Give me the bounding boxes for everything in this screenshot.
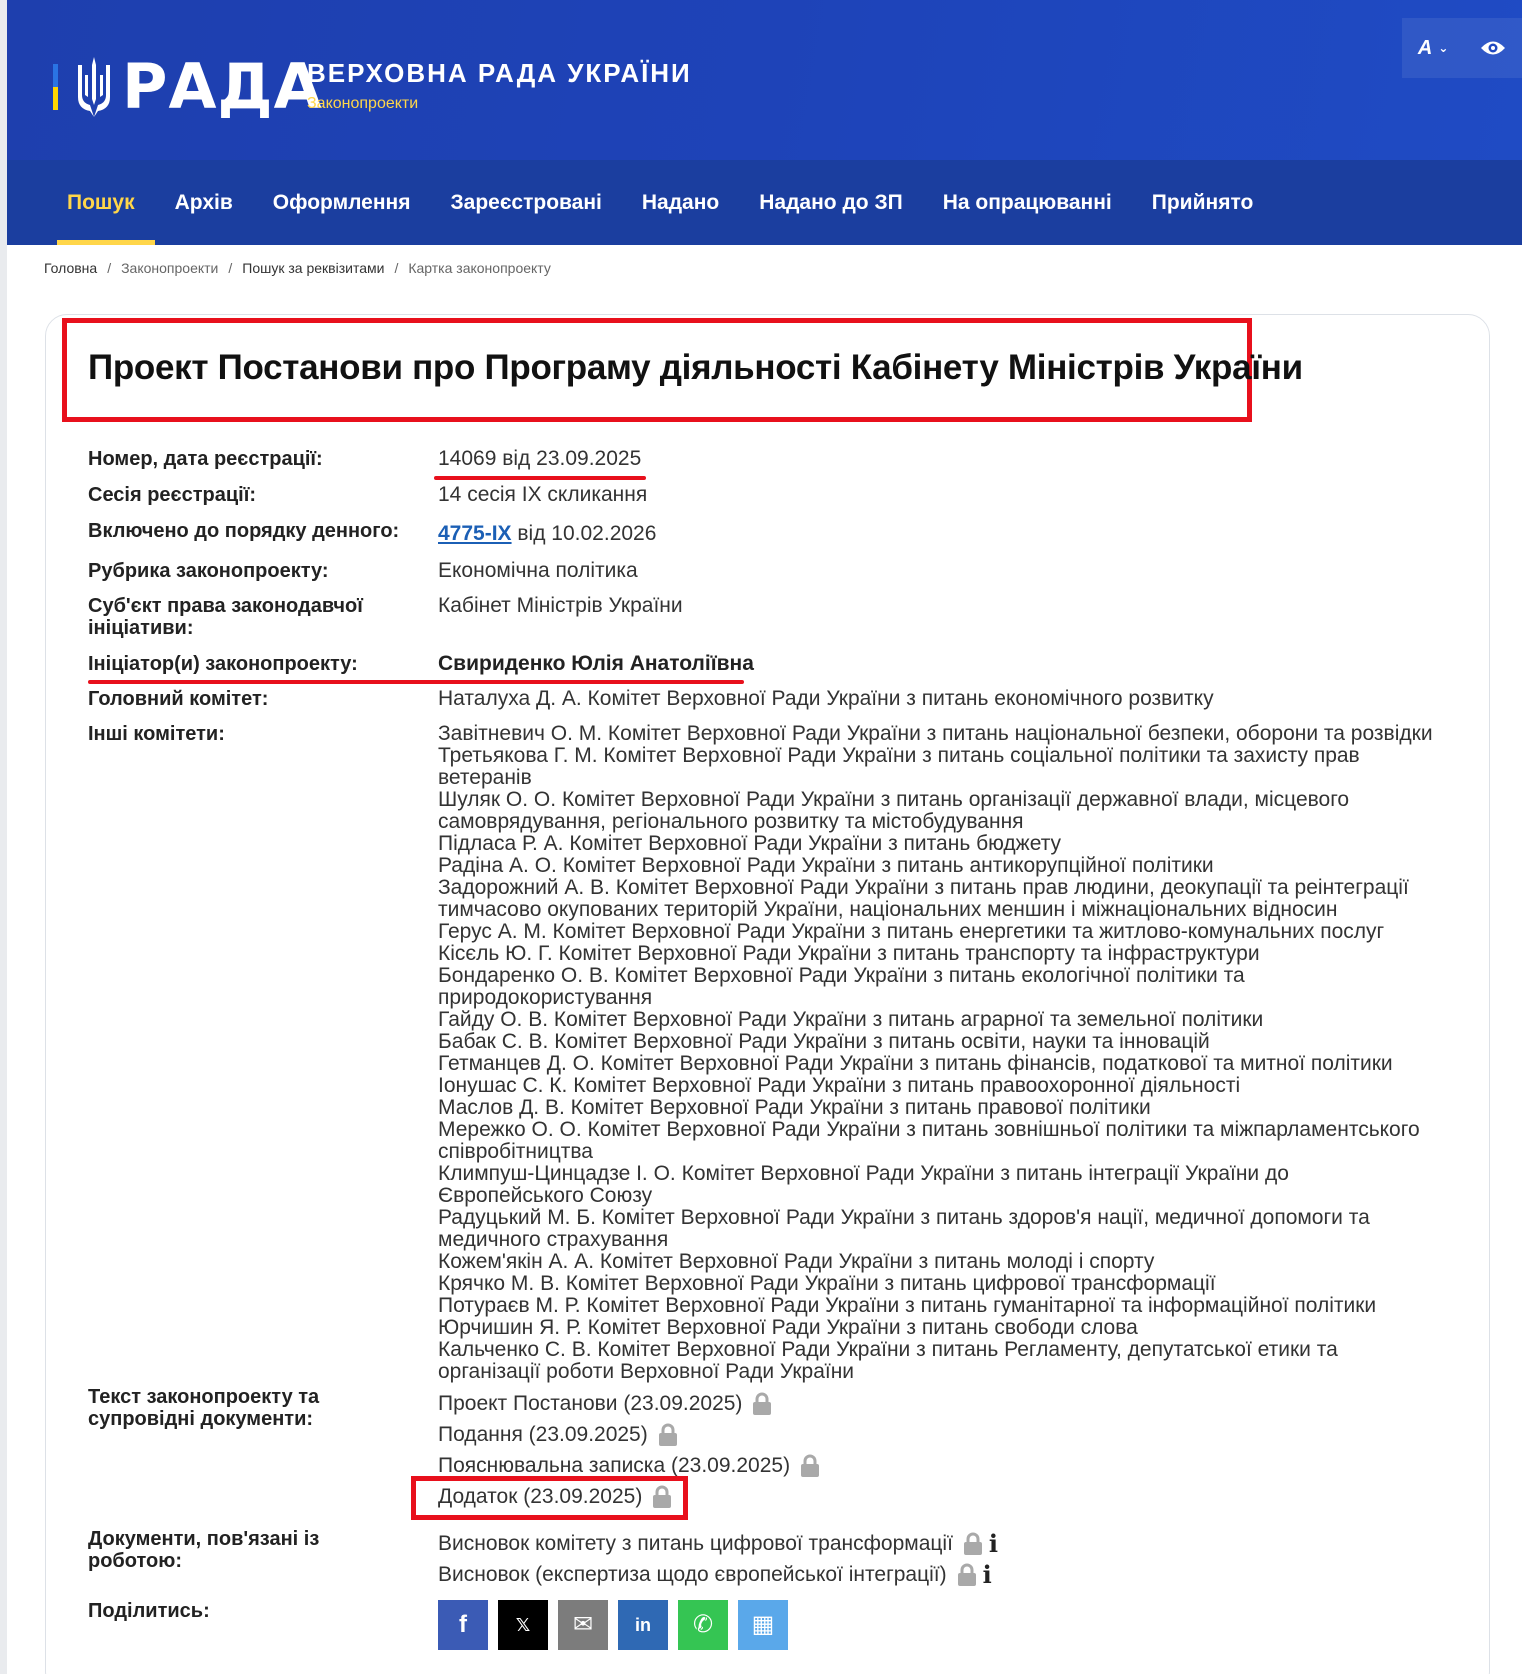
facebook-icon: f <box>459 1611 467 1638</box>
committee-item: Гайду О. В. Комітет Верховної Ради України з питань аграрної та земельної політики <box>438 1008 1264 1031</box>
document-title: Подання (23.09.2025) <box>438 1422 648 1446</box>
subject-label: Суб'єкт права законодавчої ініціативи: <box>88 595 363 639</box>
qr-code-icon: ▦ <box>751 1611 775 1638</box>
other-committees-label: Інші комітети: <box>88 723 225 745</box>
breadcrumb-separator: / <box>394 260 399 276</box>
nav-search[interactable]: Пошук <box>47 160 155 245</box>
document-item[interactable] <box>438 1388 1438 1419</box>
lock-icon <box>752 1392 772 1416</box>
row-main-committee <box>88 688 1438 710</box>
committee-item: Климпуш-Цинцадзе І. О. Комітет Верховної Ради України з питань інтеграції України до Європейського Союзу <box>438 1162 1289 1207</box>
committee-item: Мережко О. О. Комітет Верховної Ради України з питань зовнішньої політики та міжпарламентського співробітництва <box>438 1118 1420 1163</box>
breadcrumb-home[interactable]: Головна <box>44 260 98 276</box>
subject-value: Кабінет Міністрів України <box>438 594 683 617</box>
nav-in-processing[interactable]: На опрацюванні <box>942 190 1112 214</box>
breadcrumb-separator: / <box>107 260 112 276</box>
agenda-date: від 10.02.2026 <box>511 522 657 545</box>
row-share <box>88 1600 1438 1650</box>
nav-provided[interactable]: Надано <box>641 190 720 214</box>
related-document-item[interactable] <box>438 1528 1438 1559</box>
page-title: Проект Постанови про Програму діяльності Кабінету Міністрів України <box>88 348 1303 387</box>
committee-item: Юрчишин Я. Р. Комітет Верховної Ради України з питань свободи слова <box>438 1316 1138 1339</box>
agenda-label: Включено до порядку денного: <box>88 520 400 542</box>
row-initiator <box>88 653 1438 675</box>
row-number <box>88 448 1438 470</box>
org-name: ВЕРХОВНА РАДА УКРАЇНИ <box>307 58 692 88</box>
row-documents <box>88 1386 1438 1512</box>
x-share-button[interactable] <box>498 1600 548 1650</box>
main-committee-value: Наталуха Д. А. Комітет Верховної Ради України з питань економічного розвитку <box>438 687 1214 710</box>
related-label: Документи, пов'язані із роботою: <box>88 1528 320 1572</box>
font-size-label: A <box>1417 36 1433 59</box>
row-agenda <box>88 520 1438 545</box>
site-header <box>7 0 1522 160</box>
committee-item: Гетманцев Д. О. Комітет Верховної Ради України з питань фінансів, податкової та митної політики <box>438 1052 1393 1075</box>
committee-item: Маслов Д. В. Комітет Верховної Ради України з питань правової політики <box>438 1096 1151 1119</box>
committee-item: Іонушас С. К. Комітет Верховної Ради України з питань правоохоронної діяльності <box>438 1074 1241 1097</box>
lock-icon <box>800 1454 820 1478</box>
info-icon[interactable]: i <box>988 1528 999 1558</box>
accessibility-tools <box>1402 18 1522 78</box>
row-subject <box>88 595 1438 639</box>
committee-item: Кожем'якін А. А. Комітет Верховної Ради України з питань молоді і спорту <box>438 1250 1155 1273</box>
nav-registered[interactable]: Зареєстровані <box>450 190 602 214</box>
row-other-committees <box>88 723 1438 1383</box>
chevron-down-icon: ⌄ <box>1438 41 1449 55</box>
info-icon[interactable]: i <box>982 1559 992 1589</box>
main-committee-label: Головний комітет: <box>88 688 269 710</box>
nav-formatting[interactable]: Оформлення <box>272 190 411 214</box>
row-rubric <box>88 560 1438 582</box>
brand-text: РАДА <box>122 50 323 123</box>
share-buttons <box>438 1600 1438 1650</box>
session-label: Сесія реєстрації: <box>88 484 256 506</box>
committee-item: Радіна А. О. Комітет Верховної Ради України з питань антикорупційної політики <box>438 854 1214 877</box>
rubric-value: Економічна політика <box>438 559 638 582</box>
flag-icon <box>53 64 58 110</box>
whatsapp-icon: ✆ <box>692 1611 714 1638</box>
agenda-link[interactable]: 4775-IX <box>438 522 512 545</box>
window-edge <box>0 0 7 1674</box>
x-icon: 𝕏 <box>515 1615 531 1635</box>
breadcrumb-search[interactable]: Пошук за реквізитами <box>242 260 385 276</box>
nav-archive[interactable]: Архів <box>174 190 233 214</box>
committee-item: Третьякова Г. М. Комітет Верховної Ради України з питань соціальної політики та захисту прав ветеранів <box>438 744 1360 789</box>
committee-item: Герус А. М. Комітет Верховної Ради України з питань енергетики та житлово-комунальних послуг <box>438 920 1385 943</box>
breadcrumb-bills[interactable]: Законопроекти <box>121 260 219 276</box>
row-related-documents <box>88 1528 1438 1590</box>
committee-item: Крячко М. В. Комітет Верховної Ради України з питань цифрової трансформації <box>438 1272 1216 1295</box>
number-value: 14069 від 23.09.2025 <box>438 447 642 470</box>
number-label: Номер, дата реєстрації: <box>88 448 323 470</box>
committee-item: Підласа Р. А. Комітет Верховної Ради України з питань бюджету <box>438 832 1062 855</box>
site-logo[interactable] <box>53 50 323 123</box>
lock-icon <box>963 1532 983 1556</box>
committee-item: Кісєль Ю. Г. Комітет Верховної Ради України з питань транспорту та інфраструктури <box>438 942 1260 965</box>
committee-item: Радуцький М. Б. Комітет Верховної Ради України з питань здоров'я нації, медичної допомоги та медичного страхування <box>438 1206 1370 1251</box>
email-share-button[interactable] <box>558 1600 608 1650</box>
initiator-value: Свириденко Юлія Анатоліївна <box>438 652 754 675</box>
document-title: Пояснювальна записка (23.09.2025) <box>438 1453 791 1477</box>
other-committees-list <box>438 723 1438 1383</box>
related-document-item[interactable] <box>438 1559 1438 1590</box>
qr-code-share-button[interactable] <box>738 1600 788 1650</box>
documents-label: Текст законопроекту та супровідні документи: <box>88 1386 320 1430</box>
breadcrumb <box>44 260 551 276</box>
related-document-title: Висновок (експертиза щодо європейської інтеграції) <box>438 1562 947 1586</box>
rubric-label: Рубрика законопроекту: <box>88 560 329 582</box>
section-name: Законопроекти <box>307 95 419 112</box>
whatsapp-share-button[interactable] <box>678 1600 728 1650</box>
document-item[interactable] <box>438 1419 1438 1450</box>
annotation-box-appendix <box>411 1476 688 1520</box>
committee-item: Кальченко С. В. Комітет Верховної Ради України з питань Регламенту, депутатської етики та організації роботи Верховної Ради України <box>438 1338 1338 1383</box>
lock-icon <box>957 1563 977 1587</box>
lock-icon <box>658 1423 678 1447</box>
committee-item: Бабак С. В. Комітет Верховної Ради України з питань освіти, науки та інновацій <box>438 1030 1210 1053</box>
committee-item: Шуляк О. О. Комітет Верховної Ради України з питань організації державної влади, місцевого самоврядування, регіонального розвитку та містобудування <box>438 788 1350 833</box>
breadcrumb-current: Картка законопроекту <box>408 260 551 276</box>
committee-item: Завітневич О. М. Комітет Верховної Ради України з питань національної безпеки, оборони та розвідки <box>438 722 1433 745</box>
nav-adopted[interactable]: Прийнято <box>1151 190 1254 214</box>
nav-provided-to-zp[interactable]: Надано до ЗП <box>759 190 903 214</box>
annotation-underline-number <box>434 476 646 480</box>
document-title: Додаток (23.09.2025) <box>438 1484 643 1508</box>
main-nav <box>7 160 1522 245</box>
trident-icon <box>74 55 114 119</box>
eye-icon <box>1480 39 1506 57</box>
committee-item: Бондаренко О. В. Комітет Верховної Ради України з питань екологічної політики та природокористування <box>438 964 1245 1009</box>
linkedin-icon: in <box>635 1615 651 1635</box>
annotation-underline-initiator <box>88 680 744 684</box>
document-title: Проект Постанови (23.09.2025) <box>438 1391 743 1415</box>
breadcrumb-separator: / <box>228 260 233 276</box>
committee-item: Задорожний А. В. Комітет Верховної Ради України з питань прав людини, деокупації та реінтеграції тимчасово окупованих територій України, національних меншин і міжнаціональних відносин <box>438 876 1409 921</box>
committee-item: Потураєв М. Р. Комітет Верховної Ради України з питань гуманітарної та інформаційної політики <box>438 1294 1377 1317</box>
font-size-button[interactable] <box>1418 37 1449 60</box>
session-value: 14 сесія IX скликання <box>438 483 648 506</box>
related-document-title: Висновок комітету з питань цифрової трансформації <box>438 1531 953 1555</box>
row-session <box>88 484 1438 506</box>
initiator-label: Ініціатор(и) законопроекту: <box>88 653 358 675</box>
share-label: Поділитись: <box>88 1600 210 1622</box>
visually-impaired-button[interactable] <box>1480 39 1506 57</box>
email-icon: ✉ <box>572 1611 594 1638</box>
linkedin-share-button[interactable] <box>618 1600 668 1650</box>
facebook-share-button[interactable] <box>438 1600 488 1650</box>
